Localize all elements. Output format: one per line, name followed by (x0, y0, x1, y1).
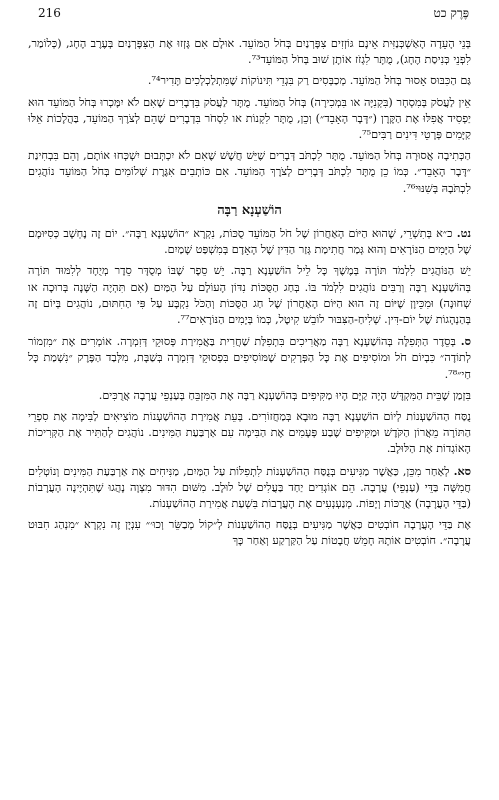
paragraph-text: לְאַחַר מִכֵּן, כַּאֲשֶׁר מַגִּיעִים בְּנֻסַּח הַהוֹשַׁעְנוֹת לִתְפִלּוֹת עַל הַמַּיִם, מַנִּיחִים אֶת אַרְבַּעַת הַמִּינִים וְנוֹטְלִים חֲמִשָּׁה בַּדֵּי (עַנְפֵי) עֲרָבָה. הֵם אוֹגְדִים יַחַד בַּעֲלִים שֶׁל לוּלָב. מִשּׁוּם הִדּוּר מִצְוָה נָהֲגוּ שֶׁתִּהְיֶינָה הָעֲרָבוֹת (בַּדֵּי הָעֲרָבָה) אֲרֻכּוֹת וְיָפוֹת. מְנַעְנְעִים אֶת הָעֲרָבוֹת בִּשְׁעַת אֲמִירַת הַהוֹשַׁעְנוֹת. (28, 464, 471, 511)
chapter-title: פֶּרֶק כט (433, 6, 469, 20)
paragraph-text: בְּסֵדֶר הַתְּפִלָּה בְּהוֹשַׁעְנָא רַבָּה מַאֲרִיכִים בִּתְפִלַּת שַׁחֲרִית בַּאֲמִירַת פְּסוּקֵי דְּזִמְרָה. אוֹמְרִים אֶת ״מִזְמוֹר לְתוֹדָה״ כִּבְיוֹם חֹל וּמוֹסִיפִים אֶת כָּל הַפְּרָקִים שֶׁמּוֹסִיפִים בִּפְסוּקֵי דְּזִמְרָה בְּשַׁבָּת, מִלְּבַד הַפֶּרֶק ״נִשְׁמַת כָּל חַי״⁷⁸. (28, 335, 471, 381)
paragraph (28, 463, 471, 513)
page-number: 216 (38, 6, 61, 20)
paragraph: הַכְּתִיבָה אֲסוּרָה בְּחֹל הַמּוֹעֵד. מֻתָּר לִכְתֹּב דְּבָרִים שֶׁיֵּשׁ חֲשָׁשׁ שֶׁאִם לֹא יִכְתְּבוּם יִשְׁכְּחוּ אוֹתָם, וְהֵם בִּבְחִינַת ״דָּבָר הָאָבֵד״. כְּמוֹ כֵן מֻתָּר לִכְתֹּב דְּבָרִים לְצֹרֶךְ הַמּוֹעֵד. אִם כּוֹתְבִים אִגֶּרֶת שְׁלוֹמִים בְּחֹל הַמּוֹעֵד נוֹהֲגִים לִכְתֹּבָהּ בְּשִׁנּוּי⁷⁶. (28, 149, 471, 195)
paragraph (28, 225, 471, 258)
paragraph (28, 333, 471, 383)
section-number: סא. (453, 463, 472, 478)
paragraph-text: כ״א בְּתִשְׁרֵי, שֶׁהוּא הַיּוֹם הָאַחֲרוֹן שֶׁל חֹל הַמּוֹעֵד סֻכּוֹת, נִקְרָא ״הוֹשַׁעְנָא רַבָּה״. יוֹם זֶה נֶחְשָׁב כְּסִיּוּמָם שֶׁל הַיָּמִים הַנּוֹרָאִים וְהוּא גְּמַר חֲתִימַת גְּזַר הַדִּין שֶׁל הָאָדָם בְּמִשְׁפַּט שָׁמַיִם. (28, 227, 471, 257)
paragraph: בִּזְמַן שֶׁבֵּית הַמִּקְדָּשׁ הָיָה קַיָּם הָיוּ מַקִּיפִים בְּהוֹשַׁעְנָא רַבָּה אֶת הַמִּזְבֵּחַ בְּעַנְפֵי עֲרָבָה אֲרֻכִּים. (98, 388, 471, 402)
section-number: נט. (456, 226, 472, 241)
paragraph: בְּנֵי הָעֵדָה הָאַשְׁכְּנַזִּית אֵינָם גּוֹזְזִים צִפָּרְנַיִם בְּחֹל הַמּוֹעֵד. אוּלָם אִם גָּזְזוּ אֶת הַצִּפָּרְנַיִם בְּעֶרֶב הֶחָג, (כְּלוֹמַר, לִפְנֵי כְּנִיסַת הֶחָג), מֻתָּר לִגְזֹז אוֹתָן שׁוּב בְּחֹל הַמּוֹעֵד⁷³. (28, 37, 471, 67)
paragraph: אֵין לַעֲסֹק בְּמִסְחָר (בִּקְנִיָּה או בִּמְכִירָה) בְּחֹל הַמּוֹעֵד. מֻתָּר לַעֲסֹק בִּדְבָרִים שֶׁאִם לֹא יִמָּכְרוּ בְּחֹל הַמּוֹעֵד הוּא יַפְסִיד אֲפִלּוּ אֶת הַקֶּרֶן (״דָּבָר הָאָבֵד״) וְכֵן, מֻתָּר לִקְנוֹת או לִסְחֹר בִּדְבָרִים שֶׁהֵם לְצֹרֶךְ הַמּוֹעֵד, בַּהֲלָכוֹת אֵלּוּ קַיָּמִים פְּרָטֵי דִּינִים רַבִּים⁷⁵. (28, 95, 471, 142)
section-heading: הוֹשַׁעְנָא רַבָּה (217, 202, 282, 218)
section-number: ס. (460, 334, 471, 349)
paragraph: יֵשׁ הַנּוֹהֲגִים לִלְמֹד תּוֹרָה בְּמֶשֶׁךְ כָּל לֵיל הוֹשַׁעְנָא רַבָּה. יֵשׁ סֵפֶר שֶׁבּוֹ מְסֻדָּר סֵדֶר מְיֻחָד לְלִמּוּד תּוֹרָה בְּהוֹשַׁעְנָא רַבָּה וְרַבִּים נוֹהֲגִים לִלְמֹד בּוֹ. בְּחַג הַסֻּכּוֹת נִדּוֹן הָעוֹלָם עַל הַמַּיִם (אִם תִּהְיֶה הַשָּׁנָה בְּרוּכָה או שְׁחוּנָה) וּמִכֵּיוָן שֶׁיּוֹם זֶה הוּא הַיּוֹם הָאַחֲרוֹן שֶׁל חַג הַסֻּכּוֹת וְהַכֹּל נִקְבָּע עַל פִּי הַחִתּוּם, נוֹהֲגִים בְּיוֹם זֶה בְּהַנְהָגוֹת שֶׁל יוֹם-דִּין. שְׁלִיחַ-הַצִּבּוּר לוֹבֵשׁ קִיטֶל, כְּמוֹ בְּיָמִים הַנּוֹרָאִים⁷⁷. (28, 264, 471, 327)
page-body (28, 36, 471, 794)
page-header (38, 6, 469, 26)
paragraph: נֻסַּח הַהוֹשַׁעְנוֹת לְיוֹם הוֹשַׁעְנָא רַבָּה מוּבָא בְּמַחֲזוֹרִים. בְּעֵת אֲמִירַת הַהוֹשַׁעְנוֹת מוֹצִיאִים לַבִּימָה אֶת סִפְרֵי הַתּוֹרָה מֵאֲרוֹן הַקֹּדֶשׁ וּמַקִּיפִים שֶׁבַע פְּעָמִים אֶת הַבִּימָה עִם אַרְבַּעַת הַמִּינִים. נוֹהֲגִים לְהַתִּיר אֶת הַקְּרִיכוֹת הָאוֹגְדוֹת אֶת הַלּוּלָב. (28, 410, 471, 456)
paragraph: אֶת בַּדֵּי הָעֲרָבָה חוֹבְטִים כַּאֲשֶׁר מַגִּיעִים בְּנֻסַּח הַהוֹשַׁעְנוֹת לְ״קוֹל מְבַשֵּׂר וְכוּ׳״ עִנְיָן זֶה נִקְרָא ״מִנְהַג חִבּוּט עֲרָבָה״. חוֹבְטִים אוֹתָהּ חָמֵשׁ חֲבָטוֹת עַל הַקַּרְקַע וְאַחַר כָּךְ (28, 518, 471, 548)
paragraph: גַּם הַכִּבּוּס אָסוּר בְּחֹל הַמּוֹעֵד. מְכַבְּסִים רַק בִּגְדֵי תִּינוֹקוֹת שֶׁמִּתְלַכְלְכִים תָּדִיר⁷⁴. (147, 74, 471, 88)
